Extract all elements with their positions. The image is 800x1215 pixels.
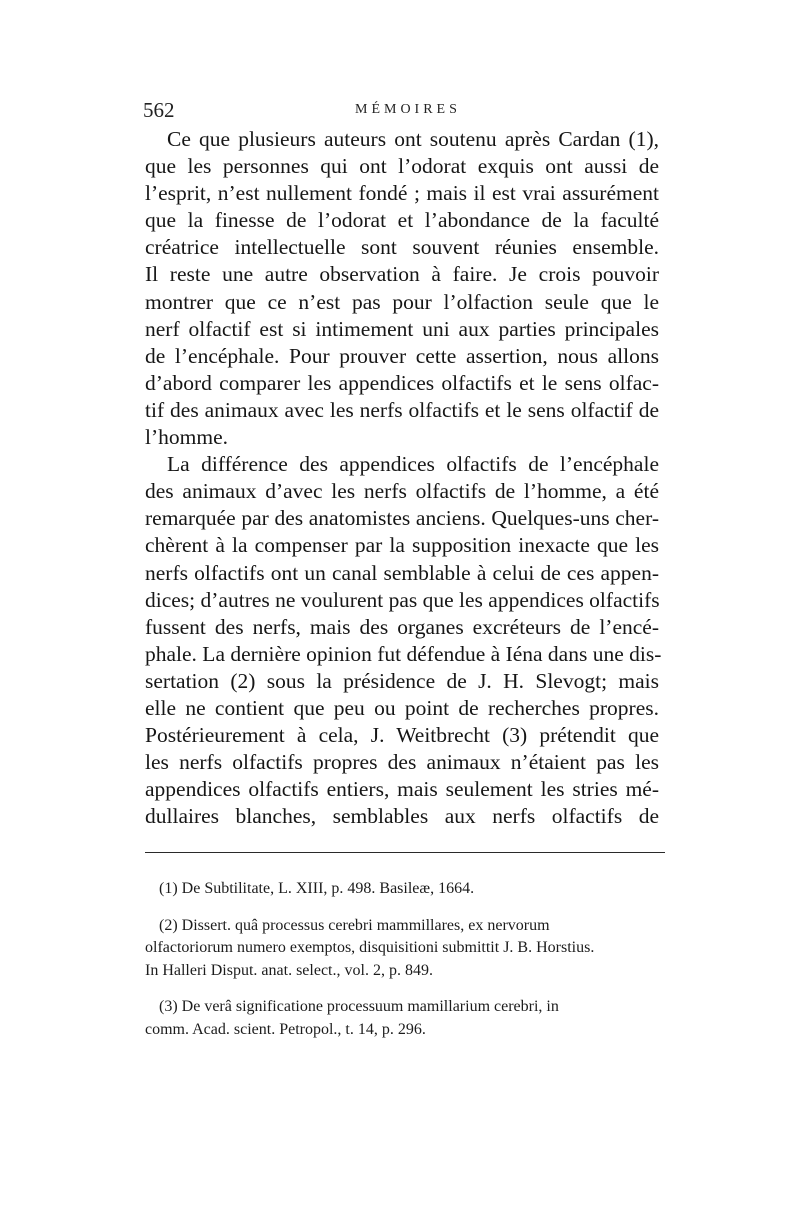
footnote-2 xyxy=(145,915,665,983)
text-line: dullaires blanches, semblables aux nerfs olfactifs de xyxy=(145,804,659,829)
text-line: d’abord comparer les appendices olfactifs et le sens olfac- xyxy=(145,370,659,395)
text-line: chèrent à la compenser par la supposition inexacte que les xyxy=(145,533,659,558)
text-line: de l’encéphale. Pour prouver cette assertion, nous allons xyxy=(145,343,659,368)
text-line: Postérieurement à cela, J. Weitbrecht (3) prétendit que xyxy=(145,723,659,748)
body-text xyxy=(145,126,662,830)
footnote-line: (3) De verâ significatione processuum mamillarium cerebri, in xyxy=(159,998,559,1015)
text-line: remarquée par des anatomistes anciens. Quelques-uns cher- xyxy=(145,506,659,531)
text-line: les nerfs olfactifs propres des animaux n’étaient pas les xyxy=(145,750,659,775)
text-line: nerf olfactif est si intimement uni aux parties principales xyxy=(145,316,659,341)
text-line: créatrice intellectuelle sont souvent réunies ensemble. xyxy=(145,235,659,260)
footnote-line: olfactoriorum numero exemptos, disquisitioni submittit J. B. Horstius. xyxy=(145,939,595,956)
text-line: que les personnes qui ont l’odorat exquis ont aussi de xyxy=(145,154,659,179)
text-line: que la finesse de l’odorat et l’abondance de la faculté xyxy=(145,208,659,233)
footnote-3 xyxy=(145,996,665,1041)
running-title: MÉMOIRES xyxy=(355,102,461,117)
footnote-line: (2) Dissert. quâ processus cerebri mammillares, ex nervorum xyxy=(159,916,550,934)
footnote-line: In Halleri Disput. anat. select., vol. 2, p. 849. xyxy=(145,961,433,979)
footnote-line: (1) De Subtilitate, L. XIII, p. 498. Basileæ, 1664. xyxy=(159,880,475,897)
running-head xyxy=(143,98,663,124)
footnote-1 xyxy=(145,878,665,901)
text-line: nerfs olfactifs ont un canal semblable à celui de ces appen- xyxy=(145,560,659,585)
text-line: sertation (2) sous la présidence de J. H. Slevogt; mais xyxy=(145,668,659,693)
text-line: tif des animaux avec les nerfs olfactifs et le sens olfactif de xyxy=(145,397,659,422)
footnote-line: comm. Acad. scient. Petropol., t. 14, p. 296. xyxy=(145,1020,426,1038)
text-line: l’homme. xyxy=(145,425,228,450)
text-line: dices; d’autres ne voulurent pas que les appendices olfactifs xyxy=(145,587,660,612)
text-line: appendices olfactifs entiers, mais seulement les stries mé- xyxy=(145,777,659,802)
footnotes xyxy=(145,878,665,1055)
footnote-divider xyxy=(145,852,665,853)
text-line: fussent des nerfs, mais des organes excréteurs de l’encé- xyxy=(145,614,659,639)
text-line: montrer que ce n’est pas pour l’olfaction seule que le xyxy=(145,289,659,314)
text-line: elle ne contient que peu ou point de recherches propres. xyxy=(145,695,659,720)
text-line: des animaux d’avec les nerfs olfactifs de l’homme, a été xyxy=(145,479,659,504)
text-line: Ce que plusieurs auteurs ont soutenu après Cardan (1), xyxy=(167,127,659,151)
text-line: l’esprit, n’est nullement fondé ; mais il est vrai assurément xyxy=(145,181,659,206)
text-line: phale. La dernière opinion fut défendue à Iéna dans une dis- xyxy=(145,641,662,666)
text-line: La différence des appendices olfactifs de l’encéphale xyxy=(167,452,659,477)
page-number: 562 xyxy=(143,98,175,122)
text-line: Il reste une autre observation à faire. Je crois pouvoir xyxy=(145,262,659,287)
